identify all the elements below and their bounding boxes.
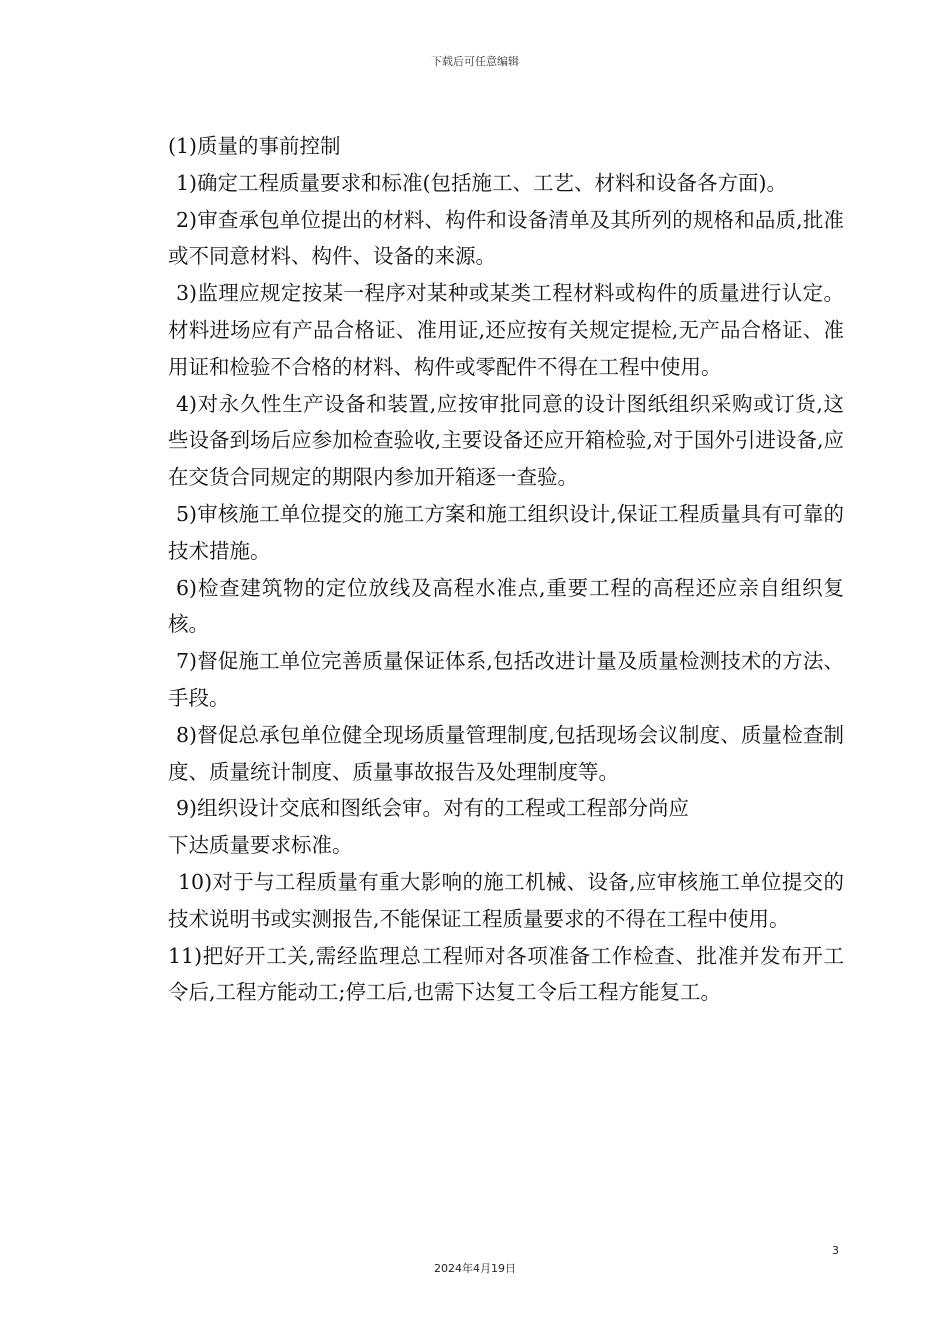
- paragraph-item-4: 4)对永久性生产设备和装置,应按审批同意的设计图纸组织采购或订货,这些设备到场后应参加检查验收,主要设备还应开箱检验,对于国外引进设备,应在交货合同规定的期限内参加开箱逐一查验。: [168, 391, 844, 490]
- paragraph-item-10: 10)对于与工程质量有重大影响的施工机械、设备,应审核施工单位提交的技术说明书或实测报告,不能保证工程质量要求的不得在工程中使用。: [168, 869, 844, 931]
- paragraph-item-9-continued: 下达质量要求标准。: [168, 833, 353, 858]
- footer-date: 2024年4月19日: [434, 1262, 516, 1275]
- page-number: 3: [832, 1244, 839, 1257]
- paragraph-item-2: 2)审查承包单位提出的材料、构件和设备清单及其所列的规格和品质,批准或不同意材料、构件、设备的来源。: [168, 207, 844, 269]
- paragraph-item-6: 6)检查建筑物的定位放线及高程水准点,重要工程的高程还应亲自组织复核。: [168, 575, 844, 637]
- paragraph-item-1: 1)确定工程质量要求和标准(包括施工、工艺、材料和设备各方面)。: [176, 170, 788, 195]
- paragraph-item-7: 7)督促施工单位完善质量保证体系,包括改进计量及质量检测技术的方法、手段。: [168, 649, 844, 710]
- paragraph-item-3: 3)监理应规定按某一程序对某种或某类工程材料或构件的质量进行认定。材料进场应有产品合格证、准用证,还应按有关规定提检,无产品合格证、准用证和检验不合格的材料、构件或零配件不得在工程中使用。: [168, 281, 844, 379]
- paragraph-heading: (1)质量的事前控制: [168, 134, 341, 158]
- paragraph-item-11: 11)把好开工关,需经监理总工程师对各项准备工作检查、批准并发布开工令后,工程方能动工;停工后,也需下达复工令后工程方能复工。: [168, 943, 844, 1005]
- document-body: [168, 128, 844, 1011]
- paragraph-item-9: 9)组织设计交底和图纸会审。对有的工程或工程部分尚应: [176, 796, 690, 821]
- paragraph-item-8: 8)督促总承包单位健全现场质量管理制度,包括现场会议制度、质量检查制度、质量统计制度、质量事故报告及处理制度等。: [168, 722, 844, 784]
- paragraph-item-5: 5)审核施工单位提交的施工方案和施工组织设计,保证工程质量具有可靠的技术措施。: [168, 501, 844, 563]
- page-header: 下载后可任意编辑: [431, 55, 519, 68]
